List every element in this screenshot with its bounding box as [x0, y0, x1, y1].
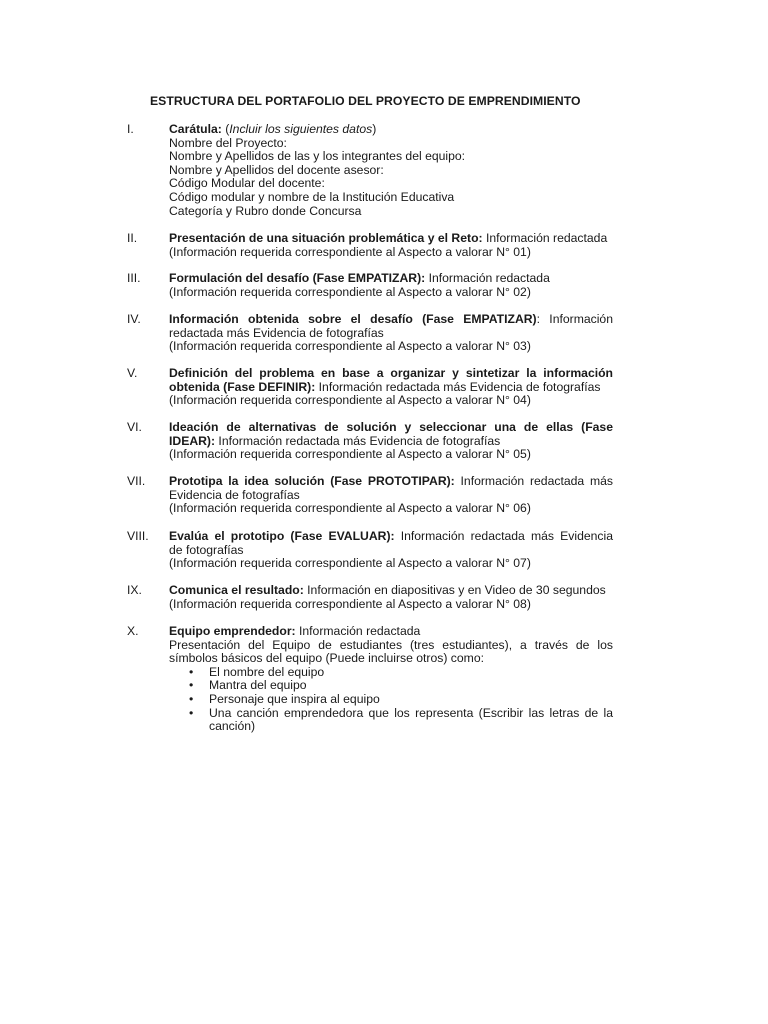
cover-field: Nombre y Apellidos del docente asesor:	[169, 162, 384, 177]
section-paragraph: Presentación del Equipo de estudiantes (tres estudiantes), a través de los	[169, 637, 613, 652]
section-description: redactada más Evidencia de fotografías	[169, 325, 384, 340]
section-heading: Carátula: (Incluir los siguientes datos)	[169, 122, 377, 136]
section-number: V.	[127, 366, 138, 380]
section-description: IDEAR): Información redactada más Evidencia de fotografías	[169, 433, 501, 448]
section-info: (Información requerida correspondiente al Aspecto a valorar N° 04)	[169, 393, 531, 408]
section-heading: Comunica el resultado: Información en diapositivas y en Video de 30 segundos	[169, 583, 606, 597]
section-number: IX.	[127, 583, 142, 597]
section-number: X.	[127, 624, 139, 638]
section-description: obtenida (Fase DEFINIR): Información redactada más Evidencia de fotografías	[169, 379, 601, 394]
section-body	[169, 123, 613, 218]
section-number: I.	[127, 122, 134, 136]
section-number: II.	[127, 231, 138, 245]
cover-field: Categoría y Rubro donde Concursa	[169, 203, 362, 218]
section-heading: Ideación de alternativas de solución y seleccionar una de ellas (Fase	[169, 420, 613, 434]
section-info: (Información requerida correspondiente al Aspecto a valorar N° 02)	[169, 284, 531, 299]
document-title: ESTRUCTURA DEL PORTAFOLIO DEL PROYECTO DE EMPRENDIMIENTO	[150, 94, 581, 108]
section-body	[169, 475, 613, 516]
section-number: III.	[127, 271, 141, 285]
section-number: IV.	[127, 312, 141, 326]
bullet-icon: •	[189, 664, 194, 679]
section-number: VI.	[127, 420, 142, 434]
section-body	[169, 232, 613, 259]
bullet-icon: •	[189, 678, 194, 693]
section-info: (Información requerida correspondiente al Aspecto a valorar N° 08)	[169, 596, 531, 611]
section-number: VIII.	[127, 529, 149, 543]
bullet-list	[169, 666, 613, 734]
cover-field: Nombre y Apellidos de las y los integrantes del equipo:	[169, 149, 466, 164]
list-item: • Mantra del equipo	[189, 678, 307, 693]
list-item: • El nombre del equipo	[189, 664, 325, 679]
section-body	[169, 530, 613, 571]
section-info: (Información requerida correspondiente al Aspecto a valorar N° 03)	[169, 339, 531, 354]
list-item: • Personaje que inspira al equipo	[189, 691, 380, 706]
section-paragraph: símbolos básicos del equipo (Puede incluirse otros) como:	[169, 651, 485, 666]
section-heading: Información obtenida sobre el desafío (Fase EMPATIZAR): Información	[169, 312, 613, 326]
section-body	[169, 367, 613, 408]
cover-field: Nombre del Proyecto:	[169, 135, 287, 150]
section-body	[169, 584, 613, 611]
cover-field: Código Modular del docente:	[169, 176, 325, 191]
section-body	[169, 272, 613, 299]
section-heading: Prototipa la idea solución (Fase PROTOTIPAR): Información redactada más	[169, 474, 613, 488]
cover-field: Código modular y nombre de la Institución Educativa	[169, 189, 455, 204]
section-description: de fotografías	[169, 542, 244, 557]
section-heading: Definición del problema en base a organizar y sintetizar la información	[169, 366, 613, 380]
list-item: • Una canción emprendedora que los representa (Escribir las letras de la canción)	[189, 705, 613, 734]
section-body	[169, 421, 613, 462]
section-body	[169, 625, 613, 734]
section-heading: Evalúa el prototipo (Fase EVALUAR): Información redactada más Evidencia	[169, 529, 613, 543]
section-heading: Presentación de una situación problemática y el Reto: Información redactada	[169, 231, 608, 245]
section-heading: Equipo emprendedor: Información redactada	[169, 624, 421, 638]
section-body	[169, 313, 613, 354]
section-heading: Formulación del desafío (Fase EMPATIZAR): Información redactada	[169, 271, 550, 285]
bullet-icon: •	[189, 705, 194, 720]
section-info: (Información requerida correspondiente al Aspecto a valorar N° 05)	[169, 447, 531, 462]
section-number: VII.	[127, 474, 146, 488]
section-info: (Información requerida correspondiente al Aspecto a valorar N° 01)	[169, 244, 531, 259]
bullet-icon: •	[189, 691, 194, 706]
section-info: (Información requerida correspondiente al Aspecto a valorar N° 07)	[169, 556, 531, 571]
section-description: Evidencia de fotografías	[169, 487, 300, 502]
section-info: (Información requerida correspondiente al Aspecto a valorar N° 06)	[169, 501, 531, 516]
